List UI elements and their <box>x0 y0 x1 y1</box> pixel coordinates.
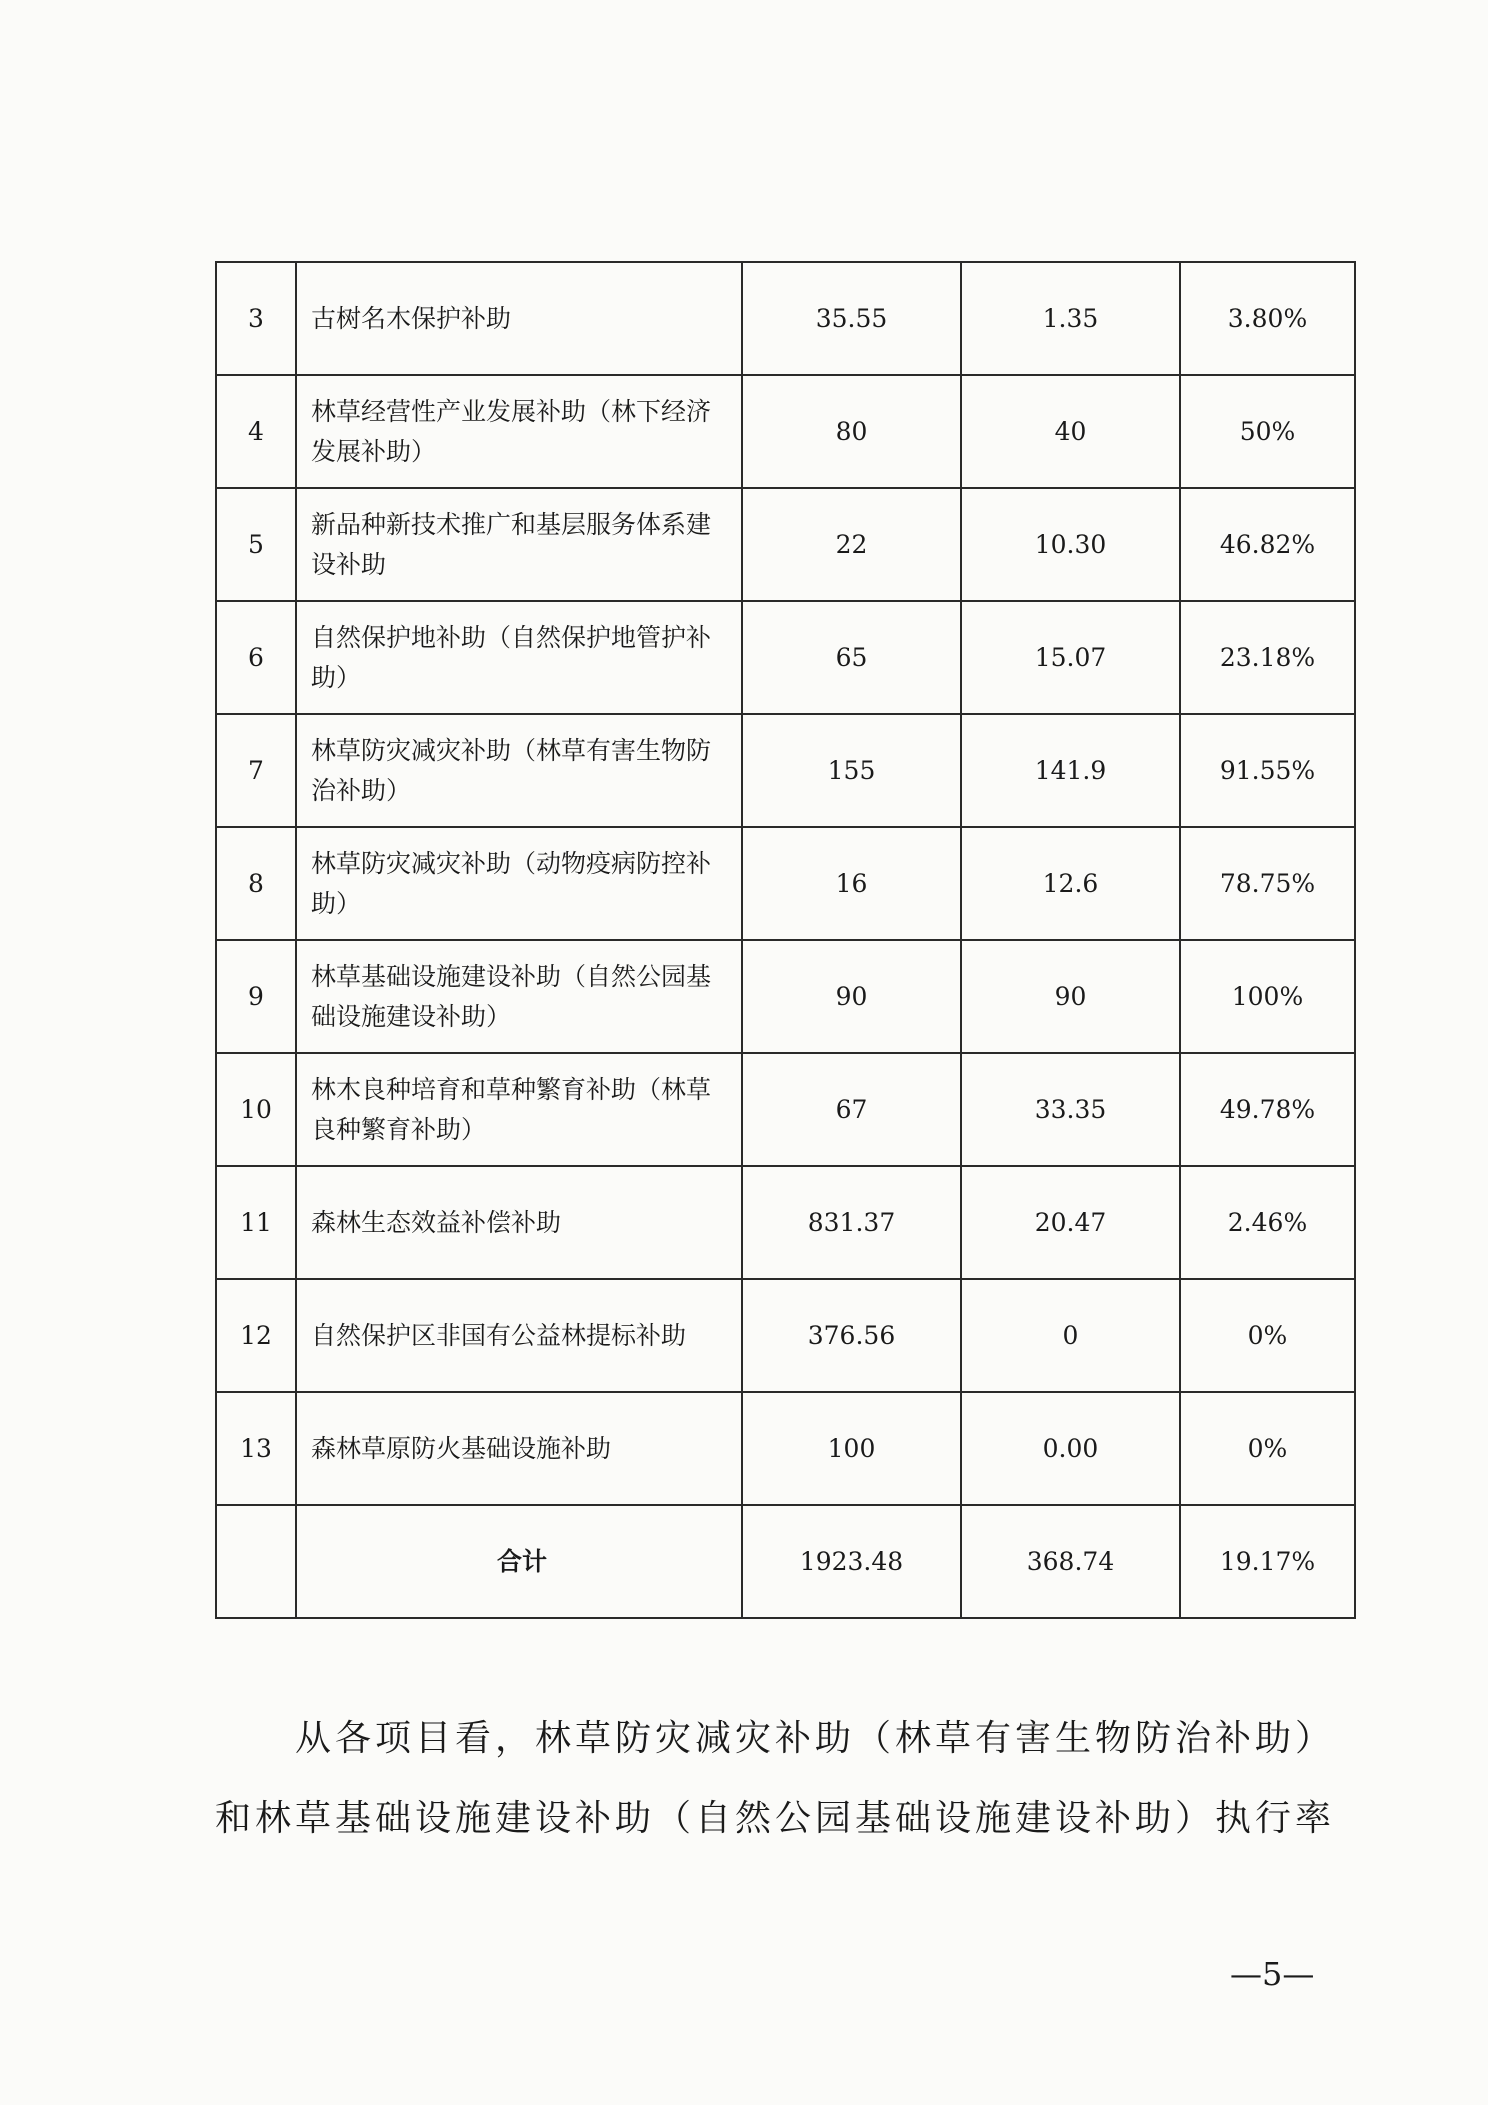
item-name: 林木良种培育和草种繁育补助（林草良种繁育补助） <box>296 1053 742 1166</box>
page-number: —5— <box>1230 1955 1315 1993</box>
table-row <box>216 1279 1355 1392</box>
total-row <box>216 1505 1355 1618</box>
item-name: 古树名木保护补助 <box>296 262 742 375</box>
budget-amount: 90 <box>742 940 961 1053</box>
execution-rate: 78.75% <box>1180 827 1355 940</box>
table-row <box>216 714 1355 827</box>
execution-rate: 23.18% <box>1180 601 1355 714</box>
execution-rate: 100% <box>1180 940 1355 1053</box>
row-number: 3 <box>216 262 296 375</box>
execution-rate: 0% <box>1180 1392 1355 1505</box>
budget-amount: 376.56 <box>742 1279 961 1392</box>
execution-rate: 3.80% <box>1180 262 1355 375</box>
budget-amount: 35.55 <box>742 262 961 375</box>
budget-amount: 80 <box>742 375 961 488</box>
total-row-number-empty <box>216 1505 296 1618</box>
budget-amount: 16 <box>742 827 961 940</box>
executed-amount: 33.35 <box>961 1053 1180 1166</box>
executed-amount: 141.9 <box>961 714 1180 827</box>
table-row <box>216 1053 1355 1166</box>
row-number: 4 <box>216 375 296 488</box>
budget-amount: 22 <box>742 488 961 601</box>
table-row <box>216 827 1355 940</box>
item-name: 森林草原防火基础设施补助 <box>296 1392 742 1505</box>
executed-amount: 12.6 <box>961 827 1180 940</box>
total-budget-amount: 1923.48 <box>742 1505 961 1618</box>
executed-amount: 1.35 <box>961 262 1180 375</box>
body-paragraph-line-2: 和林草基础设施建设补助（自然公园基础设施建设补助）执行率 <box>215 1798 1336 1839</box>
row-number: 13 <box>216 1392 296 1505</box>
execution-rate: 49.78% <box>1180 1053 1355 1166</box>
execution-rate: 46.82% <box>1180 488 1355 601</box>
row-number: 8 <box>216 827 296 940</box>
budget-amount: 831.37 <box>742 1166 961 1279</box>
table-row <box>216 262 1355 375</box>
executed-amount: 0 <box>961 1279 1180 1392</box>
execution-rate: 0% <box>1180 1279 1355 1392</box>
executed-amount: 40 <box>961 375 1180 488</box>
table-row <box>216 488 1355 601</box>
execution-rate: 91.55% <box>1180 714 1355 827</box>
item-name: 新品种新技术推广和基层服务体系建设补助 <box>296 488 742 601</box>
total-execution-rate: 19.17% <box>1180 1505 1355 1618</box>
executed-amount: 20.47 <box>961 1166 1180 1279</box>
executed-amount: 15.07 <box>961 601 1180 714</box>
executed-amount: 90 <box>961 940 1180 1053</box>
execution-rate: 2.46% <box>1180 1166 1355 1279</box>
budget-amount: 67 <box>742 1053 961 1166</box>
table-row <box>216 940 1355 1053</box>
row-number: 12 <box>216 1279 296 1392</box>
item-name: 森林生态效益补偿补助 <box>296 1166 742 1279</box>
row-number: 7 <box>216 714 296 827</box>
subsidy-execution-table <box>215 261 1356 1619</box>
budget-amount: 65 <box>742 601 961 714</box>
table-row <box>216 601 1355 714</box>
item-name: 林草经营性产业发展补助（林下经济发展补助） <box>296 375 742 488</box>
row-number: 10 <box>216 1053 296 1166</box>
table-row <box>216 1392 1355 1505</box>
total-label: 合计 <box>296 1505 742 1618</box>
executed-amount: 10.30 <box>961 488 1180 601</box>
table-row <box>216 1166 1355 1279</box>
row-number: 11 <box>216 1166 296 1279</box>
item-name: 自然保护区非国有公益林提标补助 <box>296 1279 742 1392</box>
item-name: 自然保护地补助（自然保护地管护补助） <box>296 601 742 714</box>
table-row <box>216 375 1355 488</box>
executed-amount: 0.00 <box>961 1392 1180 1505</box>
row-number: 9 <box>216 940 296 1053</box>
row-number: 6 <box>216 601 296 714</box>
row-number: 5 <box>216 488 296 601</box>
execution-rate: 50% <box>1180 375 1355 488</box>
budget-amount: 100 <box>742 1392 961 1505</box>
body-paragraph-line-1: 从各项目看，林草防灾减灾补助（林草有害生物防治补助） <box>295 1718 1336 1759</box>
item-name: 林草防灾减灾补助（林草有害生物防治补助） <box>296 714 742 827</box>
total-executed-amount: 368.74 <box>961 1505 1180 1618</box>
item-name: 林草基础设施建设补助（自然公园基础设施建设补助） <box>296 940 742 1053</box>
item-name: 林草防灾减灾补助（动物疫病防控补助） <box>296 827 742 940</box>
budget-amount: 155 <box>742 714 961 827</box>
